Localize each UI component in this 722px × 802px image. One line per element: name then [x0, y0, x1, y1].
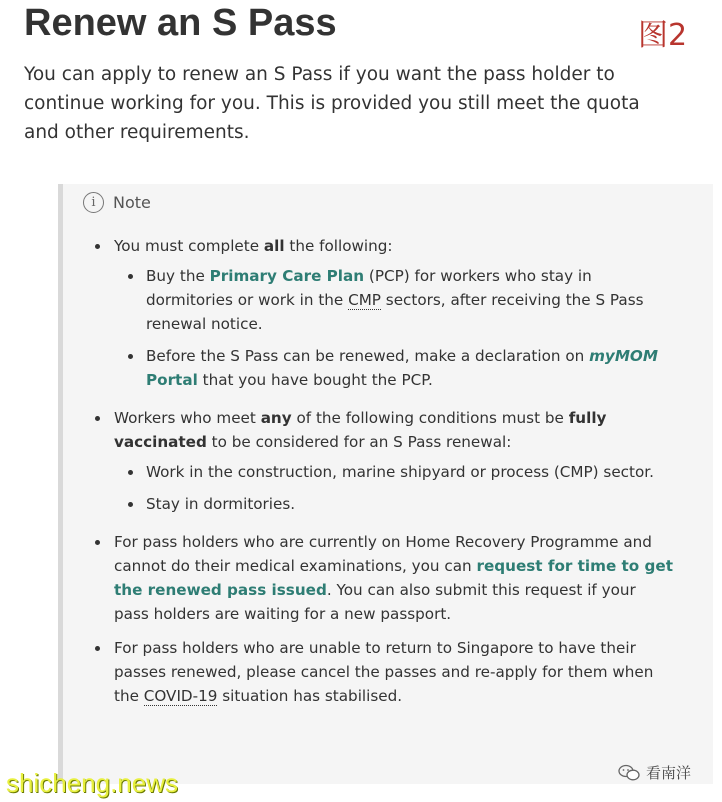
- item3-text-a: For pass holders who are currently on Home Recovery Programme and cannot do their medical examinations, you can: [114, 533, 652, 575]
- covid-abbr[interactable]: COVID-19: [143, 687, 218, 705]
- primary-care-plan-link[interactable]: Primary Care Plan: [209, 267, 365, 285]
- sub1-text-b: (PCP) for workers who stay in dormitories or work in the: [146, 267, 592, 309]
- item1-lead: You must complete: [114, 237, 264, 255]
- item2-bold-vaccinated: fully vaccinated: [114, 409, 607, 451]
- request-time-link[interactable]: request for time to get the renewed pass issued: [114, 557, 673, 599]
- watermark-left: shicheng.news: [6, 768, 178, 798]
- item2-text-c: to be considered for an S Pass renewal:: [206, 433, 512, 451]
- sub2-text-b: that you have bought the PCP.: [197, 371, 433, 389]
- list-item: [93, 530, 673, 626]
- item4-text-a: For pass holders who are unable to return to Singapore to have their passes renewed, please cancel the passes and re-apply for them when the: [114, 639, 654, 705]
- item2-text-b: of the following conditions must be: [291, 409, 569, 427]
- sub1-text-a: Buy the: [146, 267, 210, 285]
- sub-list-item: Work in the construction, marine shipyard or process (CMP) sector.: [114, 460, 673, 484]
- info-icon: i: [83, 192, 104, 213]
- sub-list-item: [114, 344, 673, 392]
- sub-list: [114, 460, 673, 516]
- note-list: [93, 234, 673, 708]
- item2-text-a: Workers who meet: [114, 409, 261, 427]
- sub-list-item: [114, 264, 673, 336]
- note-header: [83, 192, 151, 213]
- item1-bold: all: [263, 237, 285, 255]
- watermark-right: [618, 762, 691, 783]
- note-box: [58, 184, 713, 784]
- list-item: [93, 636, 673, 708]
- mymom-portal-rest: Portal: [146, 371, 198, 389]
- sub-list: [114, 264, 673, 392]
- page-title: Renew an S Pass: [24, 2, 337, 44]
- sub1-text-c: sectors, after receiving the S Pass renewal notice.: [146, 291, 644, 333]
- list-item: [93, 234, 673, 392]
- sub2-text-a: Before the S Pass can be renewed, make a declaration on: [146, 347, 590, 365]
- item4-text-b: situation has stabilised.: [217, 687, 403, 705]
- item3-text-b: . You can also submit this request if your pass holders are waiting for a new passport.: [114, 581, 636, 623]
- figure-label: 图2: [638, 18, 688, 53]
- sub-list-item: Stay in dormitories.: [114, 492, 673, 516]
- note-heading: Note: [113, 193, 151, 212]
- item1-tail: the following:: [284, 237, 393, 255]
- mymom-italic: myMOM: [589, 347, 658, 365]
- wechat-icon: [618, 764, 640, 782]
- watermark-right-text: 看南洋: [646, 764, 692, 782]
- cmp-abbr[interactable]: CMP: [348, 291, 381, 309]
- list-item: [93, 406, 673, 516]
- intro-paragraph: You can apply to renew an S Pass if you want the pass holder to continue working for you. This is provided you still meet the quota and other requirements.: [24, 64, 640, 143]
- item2-bold-any: any: [260, 409, 292, 427]
